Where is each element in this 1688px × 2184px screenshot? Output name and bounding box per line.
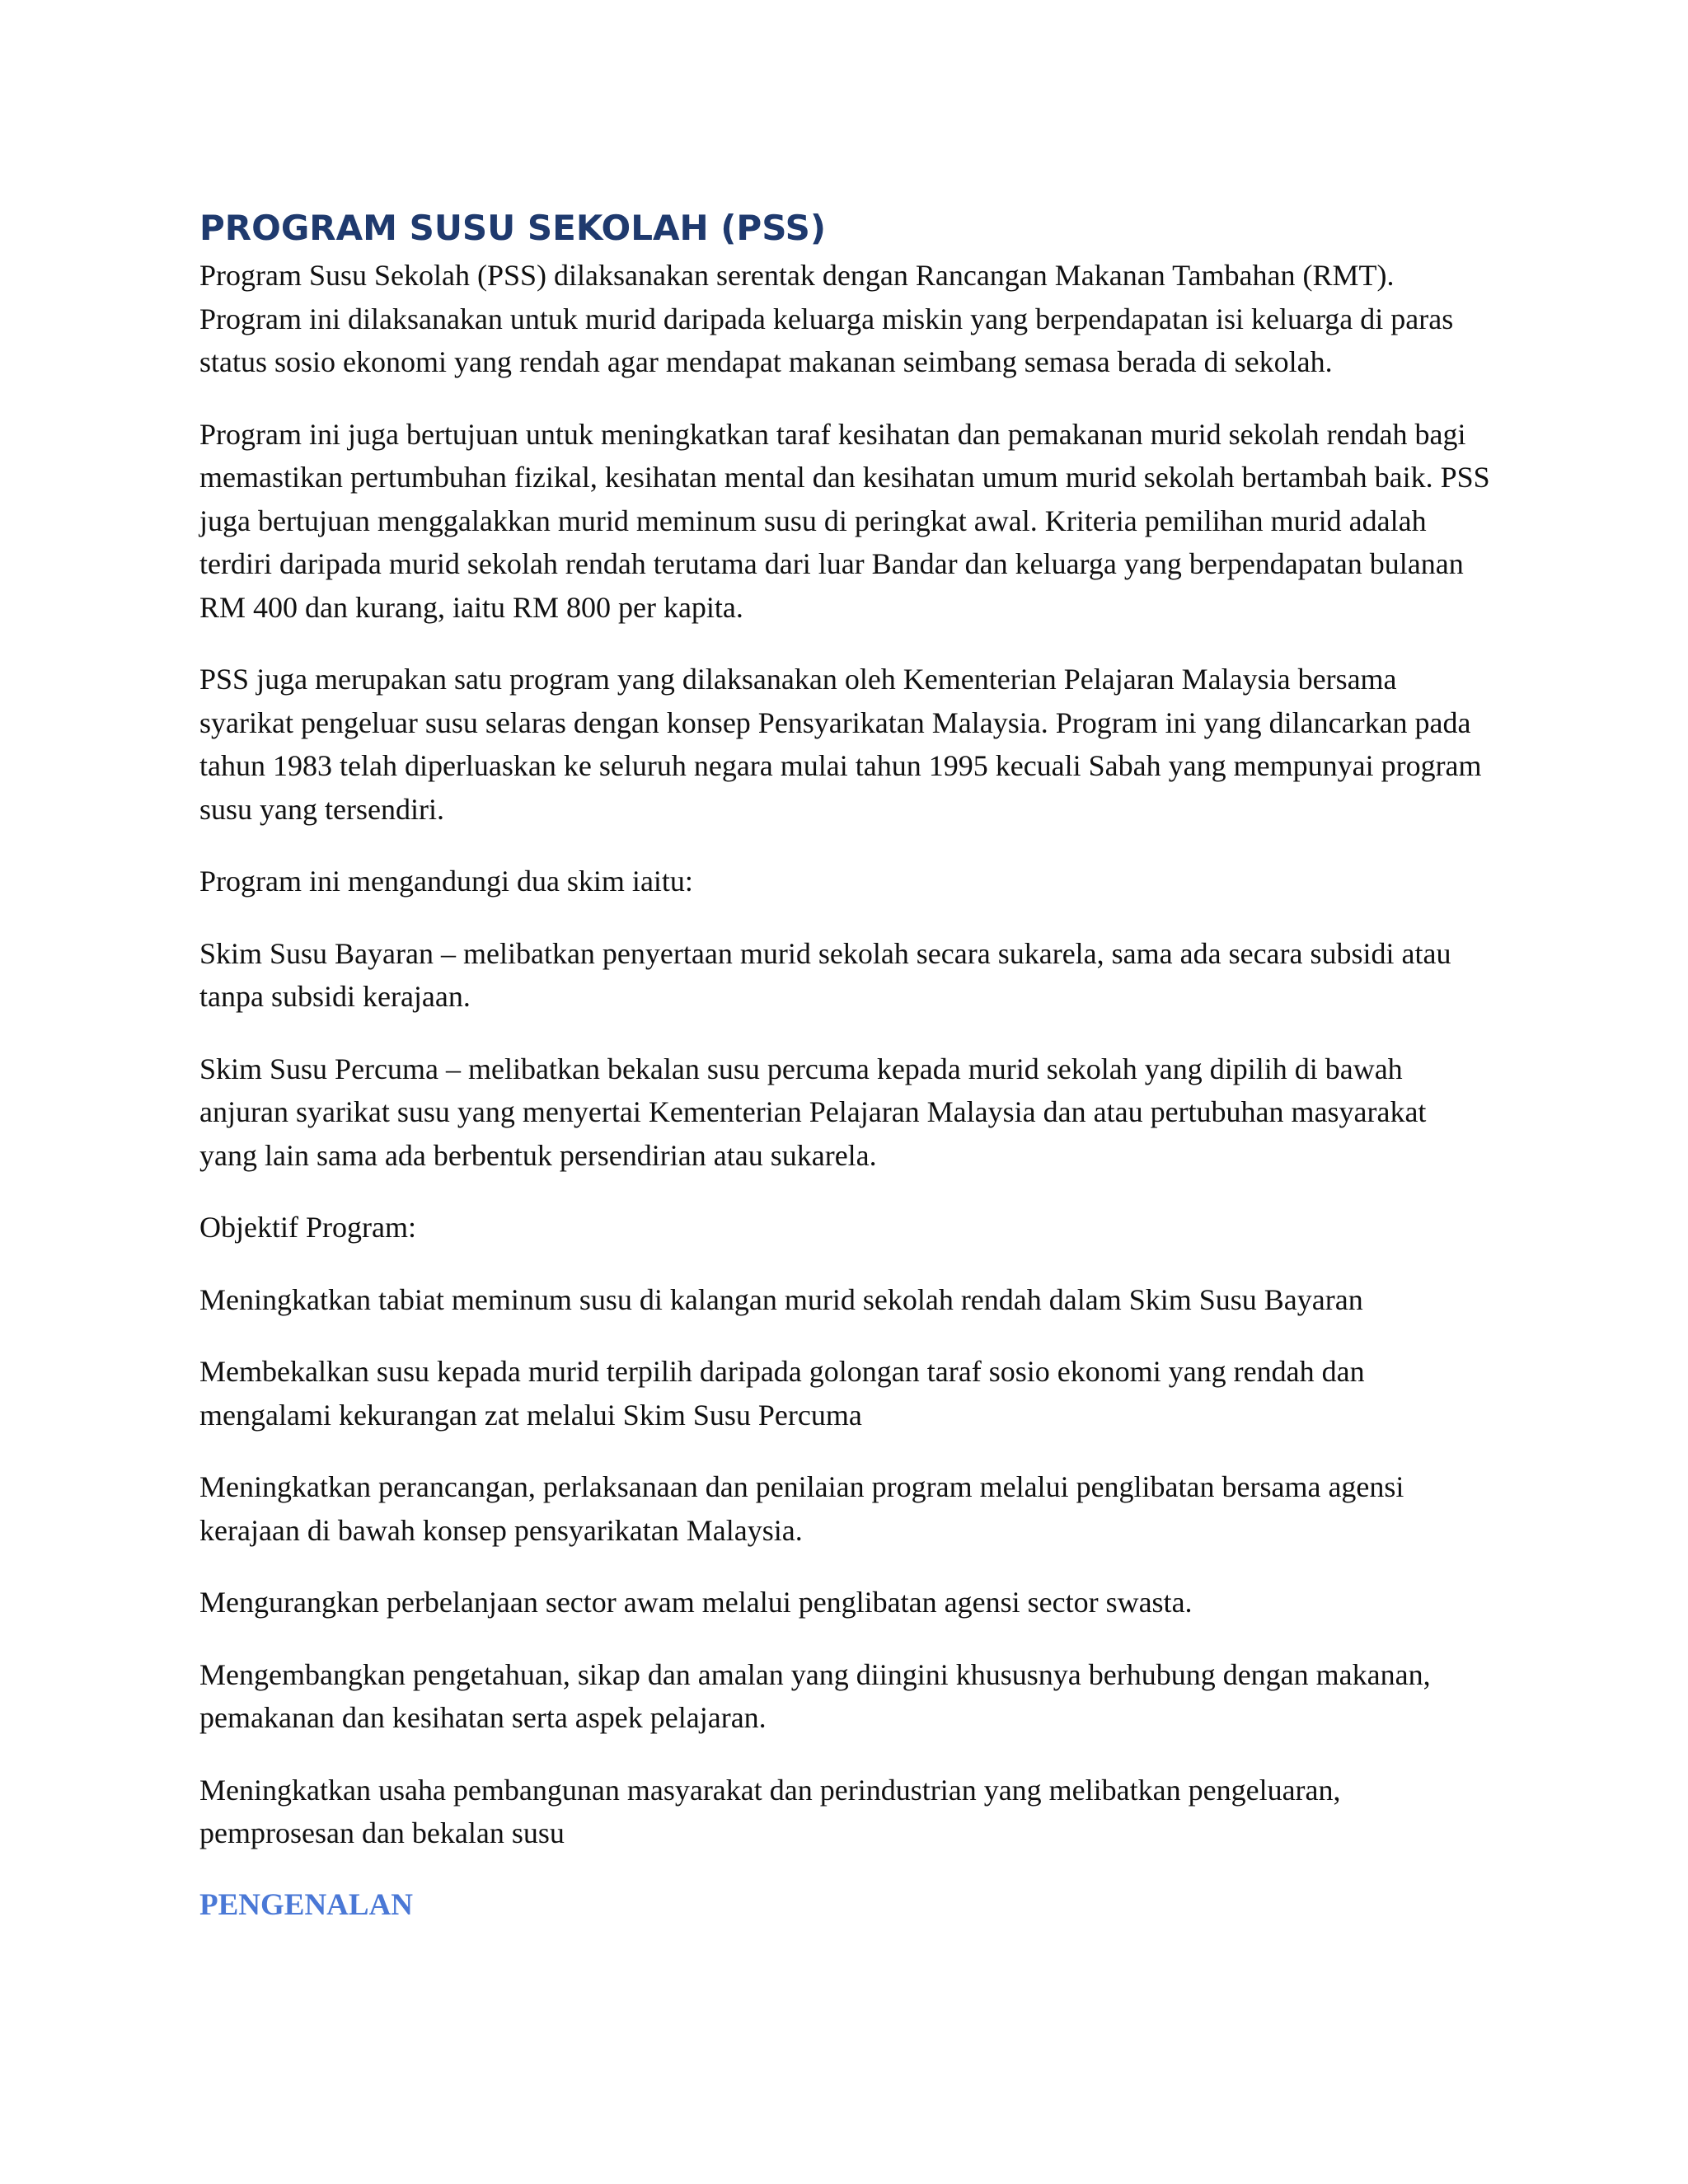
objective-item: Membekalkan susu kepada murid terpilih daripada golongan taraf sosio ekonomi yang rendah dan mengalami kekurangan zat melalui Skim Susu Percuma [199,1355,1365,1432]
paragraph-objectives-label: Objektif Program: [199,1211,416,1244]
paragraph-purpose: Program ini juga bertujuan untuk meningkatkan taraf kesihatan dan pemakanan murid sekolah rendah bagi memastikan pertumbuhan fizikal, kesihatan mental dan kesihatan umum murid sekolah bertambah baik. PSS juga bertujuan menggalakkan murid meminum susu di peringkat awal. Kriteria pemilihan murid adalah terdiri daripada murid sekolah rendah terutama dari luar Bandar dan keluarga yang berpendapatan bulanan RM 400 dan kurang, iaitu RM 800 per kapita. [199,417,1490,624]
objective-item: Meningkatkan usaha pembangunan masyarakat dan perindustrian yang melibatkan pengeluaran, pemprosesan dan bekalan susu [199,1773,1341,1849]
paragraph-ministry-partnership: PSS juga merupakan satu program yang dilaksanakan oleh Kementerian Pelajaran Malaysia bersama syarikat pengeluar susu selaras dengan konsep Pensyarikatan Malaysia. Program ini yang dilancarkan pada tahun 1983 telah diperluaskan ke seluruh negara mulai tahun 1995 kecuali Sabah yang mempunyai program susu yang tersendiri. [199,663,1482,826]
paragraph-schemes-intro: Program ini mengandungi dua skim iaitu: [199,865,693,898]
paragraph-free-milk-scheme: Skim Susu Percuma – melibatkan bekalan susu percuma kepada murid sekolah yang dipilih di bawah anjuran syarikat susu yang menyertai Kementerian Pelajaran Malaysia dan atau pertubuhan masyarakat yang lain sama ada berbentuk persendirian atau sukarela. [199,1052,1427,1172]
objective-item: Mengembangkan pengetahuan, sikap dan amalan yang diingini khususnya berhubung dengan makanan, pemakanan dan kesihatan serta aspek pelajaran. [199,1657,1431,1734]
document-title: PROGRAM SUSU SEKOLAH (PSS) [199,208,827,248]
objective-item: Mengurangkan perbelanjaan sector awam melalui penglibatan agensi sector swasta. [199,1586,1193,1619]
paragraph-paid-milk-scheme: Skim Susu Bayaran – melibatkan penyertaan murid sekolah secara sukarela, sama ada secara subsidi atau tanpa subsidi kerajaan. [199,936,1451,1013]
objective-item: Meningkatkan tabiat meminum susu di kalangan murid sekolah rendah dalam Skim Susu Bayaran [199,1282,1363,1316]
section-heading-pengenalan: PENGENALAN [199,1887,414,1922]
objective-item: Meningkatkan perancangan, perlaksanaan dan penilaian program melalui penglibatan bersama agensi kerajaan di bawah konsep pensyarikatan Malaysia. [199,1470,1404,1547]
paragraph-introduction: Program Susu Sekolah (PSS) dilaksanakan serentak dengan Rancangan Makanan Tambahan (RMT). Program ini dilaksanakan untuk murid daripada keluarga miskin yang berpendapatan isi keluarga di paras status sosio ekonomi yang rendah agar mendapat makanan seimbang semasa berada di sekolah. [199,259,1454,378]
document-content [199,203,1490,1927]
